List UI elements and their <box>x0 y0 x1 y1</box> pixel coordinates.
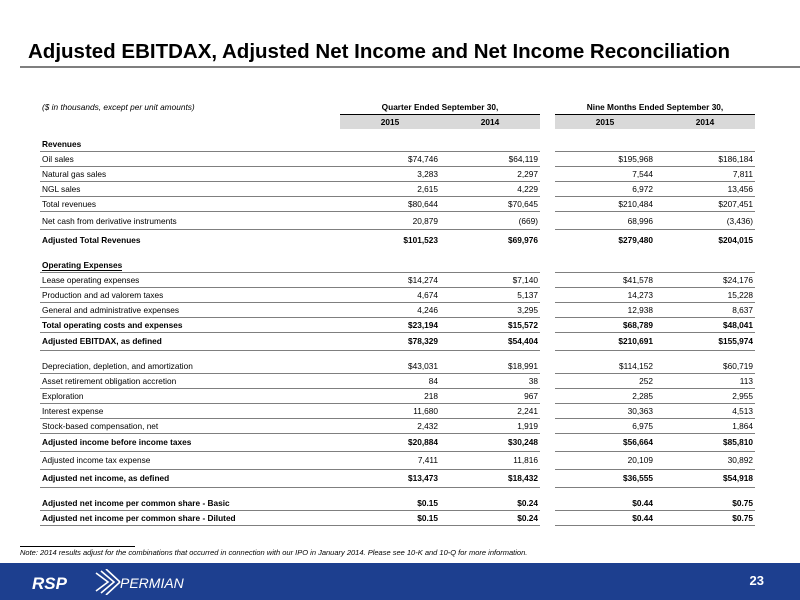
table-row <box>40 287 755 302</box>
value-cell: $14,274 <box>340 272 440 287</box>
value-cell: $204,015 <box>718 234 753 245</box>
row-label: Asset retirement obligation accretion <box>40 373 340 388</box>
value-cell: 2,432 <box>340 418 440 433</box>
value-cell: $70,645 <box>440 197 540 212</box>
value-cell: 3,295 <box>440 302 540 317</box>
value-cell: $101,523 <box>403 234 438 245</box>
table-row <box>40 152 755 167</box>
value-cell: 8,637 <box>655 302 755 317</box>
value-cell: $0.24 <box>440 496 540 511</box>
table-row <box>40 496 755 511</box>
logo-text-rsp: RSP <box>32 574 67 593</box>
footnote-rule <box>20 546 135 547</box>
row-label: Adjusted net income per common share - Basic <box>40 496 340 511</box>
value-cell: 2,615 <box>340 182 440 197</box>
row-label: Total operating costs and expenses <box>40 317 340 332</box>
row-label: Adjusted income before income taxes <box>40 433 340 451</box>
table-row <box>40 403 755 418</box>
row-label: Oil sales <box>40 152 340 167</box>
value-cell: $64,119 <box>440 152 540 167</box>
value-cell: $0.24 <box>440 510 540 525</box>
table-row <box>40 212 755 230</box>
value-cell: 4,513 <box>655 403 755 418</box>
nine-months-header: Nine Months Ended September 30, <box>555 100 755 115</box>
row-label: Natural gas sales <box>40 167 340 182</box>
value-cell: $0.75 <box>655 510 755 525</box>
value-cell: 6,975 <box>555 418 655 433</box>
value-cell: $56,664 <box>555 433 655 451</box>
value-cell: 2,241 <box>440 403 540 418</box>
table-row <box>40 167 755 182</box>
value-cell: $0.75 <box>655 496 755 511</box>
value-cell: 14,273 <box>555 287 655 302</box>
row-label: Adjusted Total Revenues <box>42 234 141 245</box>
value-cell: 15,228 <box>655 287 755 302</box>
table-row <box>40 373 755 388</box>
title-divider <box>20 66 800 68</box>
value-cell: 20,879 <box>340 212 440 230</box>
value-cell: $68,789 <box>555 317 655 332</box>
table-row <box>40 182 755 197</box>
value-cell: 2,955 <box>655 388 755 403</box>
value-cell: $74,746 <box>340 152 440 167</box>
value-cell: 2,285 <box>555 388 655 403</box>
value-cell: $7,140 <box>440 272 540 287</box>
value-cell: 30,892 <box>655 451 755 469</box>
table-row <box>40 230 755 250</box>
year-header: 2015 <box>340 115 440 130</box>
value-cell: (3,436) <box>655 212 755 230</box>
value-cell: 6,972 <box>555 182 655 197</box>
row-label: Stock-based compensation, net <box>40 418 340 433</box>
value-cell: $85,810 <box>655 433 755 451</box>
value-cell: $78,329 <box>340 332 440 350</box>
table-row <box>40 469 755 487</box>
row-label: Adjusted income tax expense <box>40 451 340 469</box>
value-cell: $0.15 <box>340 496 440 511</box>
value-cell: $23,194 <box>340 317 440 332</box>
row-label: Revenues <box>42 139 82 149</box>
row-label: Adjusted net income, as defined <box>40 469 340 487</box>
value-cell: $43,031 <box>340 359 440 374</box>
value-cell: 11,680 <box>340 403 440 418</box>
row-label: Total revenues <box>40 197 340 212</box>
table-row <box>40 433 755 451</box>
value-cell: 7,544 <box>555 167 655 182</box>
row-label: Production and ad valorem taxes <box>40 287 340 302</box>
quarter-header: Quarter Ended September 30, <box>340 100 540 115</box>
table-row <box>40 302 755 317</box>
row-label: NGL sales <box>40 182 340 197</box>
table-row <box>40 359 755 374</box>
value-cell: $155,974 <box>655 332 755 350</box>
value-cell: 1,919 <box>440 418 540 433</box>
group-header-row <box>40 100 755 115</box>
value-cell: $60,719 <box>655 359 755 374</box>
value-cell: 218 <box>340 388 440 403</box>
value-cell: $54,404 <box>440 332 540 350</box>
value-cell: $0.44 <box>555 496 655 511</box>
table-row <box>40 317 755 332</box>
value-cell: 38 <box>440 373 540 388</box>
year-header-row <box>40 115 755 130</box>
value-cell: 967 <box>440 388 540 403</box>
value-cell: 113 <box>655 373 755 388</box>
row-label: General and administrative expenses <box>40 302 340 317</box>
value-cell: $48,041 <box>655 317 755 332</box>
row-label: Adjusted net income per common share - Diluted <box>40 510 340 525</box>
row-label: Adjusted EBITDAX, as defined <box>40 332 340 350</box>
value-cell: 252 <box>555 373 655 388</box>
value-cell: 4,229 <box>440 182 540 197</box>
table-row <box>40 510 755 525</box>
year-header: 2015 <box>555 115 655 130</box>
table-row <box>40 332 755 350</box>
value-cell: $69,976 <box>508 234 538 245</box>
value-cell: $210,484 <box>555 197 655 212</box>
page-title: Adjusted EBITDAX, Adjusted Net Income and Net Income Reconciliation <box>28 40 731 63</box>
year-header: 2014 <box>440 115 540 130</box>
value-cell: $20,884 <box>340 433 440 451</box>
value-cell: 7,411 <box>340 451 440 469</box>
logo-text-permian: PERMIAN <box>120 575 184 591</box>
footer-bar <box>0 563 800 600</box>
page-number: 23 <box>749 573 764 588</box>
row-label: Exploration <box>40 388 340 403</box>
value-cell: $18,432 <box>440 469 540 487</box>
value-cell: $15,572 <box>440 317 540 332</box>
value-cell: $54,918 <box>655 469 755 487</box>
value-cell: 12,938 <box>555 302 655 317</box>
value-cell: $0.44 <box>555 510 655 525</box>
value-cell: 2,297 <box>440 167 540 182</box>
table-row <box>40 418 755 433</box>
table-row <box>40 451 755 469</box>
value-cell: $24,176 <box>655 272 755 287</box>
value-cell: $18,991 <box>440 359 540 374</box>
table-row <box>40 388 755 403</box>
value-cell: 20,109 <box>555 451 655 469</box>
section-header <box>40 258 755 273</box>
value-cell: 4,246 <box>340 302 440 317</box>
value-cell: 30,363 <box>555 403 655 418</box>
value-cell: 4,674 <box>340 287 440 302</box>
value-cell: $195,968 <box>555 152 655 167</box>
value-cell: $207,451 <box>655 197 755 212</box>
value-cell: $30,248 <box>440 433 540 451</box>
row-label: Net cash from derivative instruments <box>40 212 340 230</box>
table-row <box>40 197 755 212</box>
value-cell: $186,184 <box>655 152 755 167</box>
row-label: Depreciation, depletion, and amortization <box>40 359 340 374</box>
year-header: 2014 <box>655 115 755 130</box>
units-note: ($ in thousands, except per unit amounts) <box>42 102 195 113</box>
value-cell: 68,996 <box>555 212 655 230</box>
value-cell: $114,152 <box>555 359 655 374</box>
value-cell: 13,456 <box>655 182 755 197</box>
value-cell: 3,283 <box>340 167 440 182</box>
value-cell: $80,644 <box>340 197 440 212</box>
value-cell: 5,137 <box>440 287 540 302</box>
value-cell: 7,811 <box>655 167 755 182</box>
rsp-permian-logo <box>30 569 200 595</box>
row-label: Operating Expenses <box>42 259 123 270</box>
value-cell: $279,480 <box>618 234 653 245</box>
row-label: Lease operating expenses <box>40 272 340 287</box>
table-row <box>40 272 755 287</box>
row-label: Interest expense <box>40 403 340 418</box>
section-header <box>40 137 755 152</box>
value-cell: 1,864 <box>655 418 755 433</box>
value-cell: $41,578 <box>555 272 655 287</box>
value-cell: 11,816 <box>440 451 540 469</box>
value-cell: 84 <box>340 373 440 388</box>
value-cell: (669) <box>440 212 540 230</box>
value-cell: $13,473 <box>340 469 440 487</box>
value-cell: $0.15 <box>340 510 440 525</box>
value-cell: $210,691 <box>555 332 655 350</box>
value-cell: $36,555 <box>555 469 655 487</box>
footnote: Note: 2014 results adjust for the combinations that occurred in connection with our IPO in January 2014. Please see 10-K and 10-Q for more information. <box>20 548 528 557</box>
reconciliation-table <box>40 100 755 526</box>
